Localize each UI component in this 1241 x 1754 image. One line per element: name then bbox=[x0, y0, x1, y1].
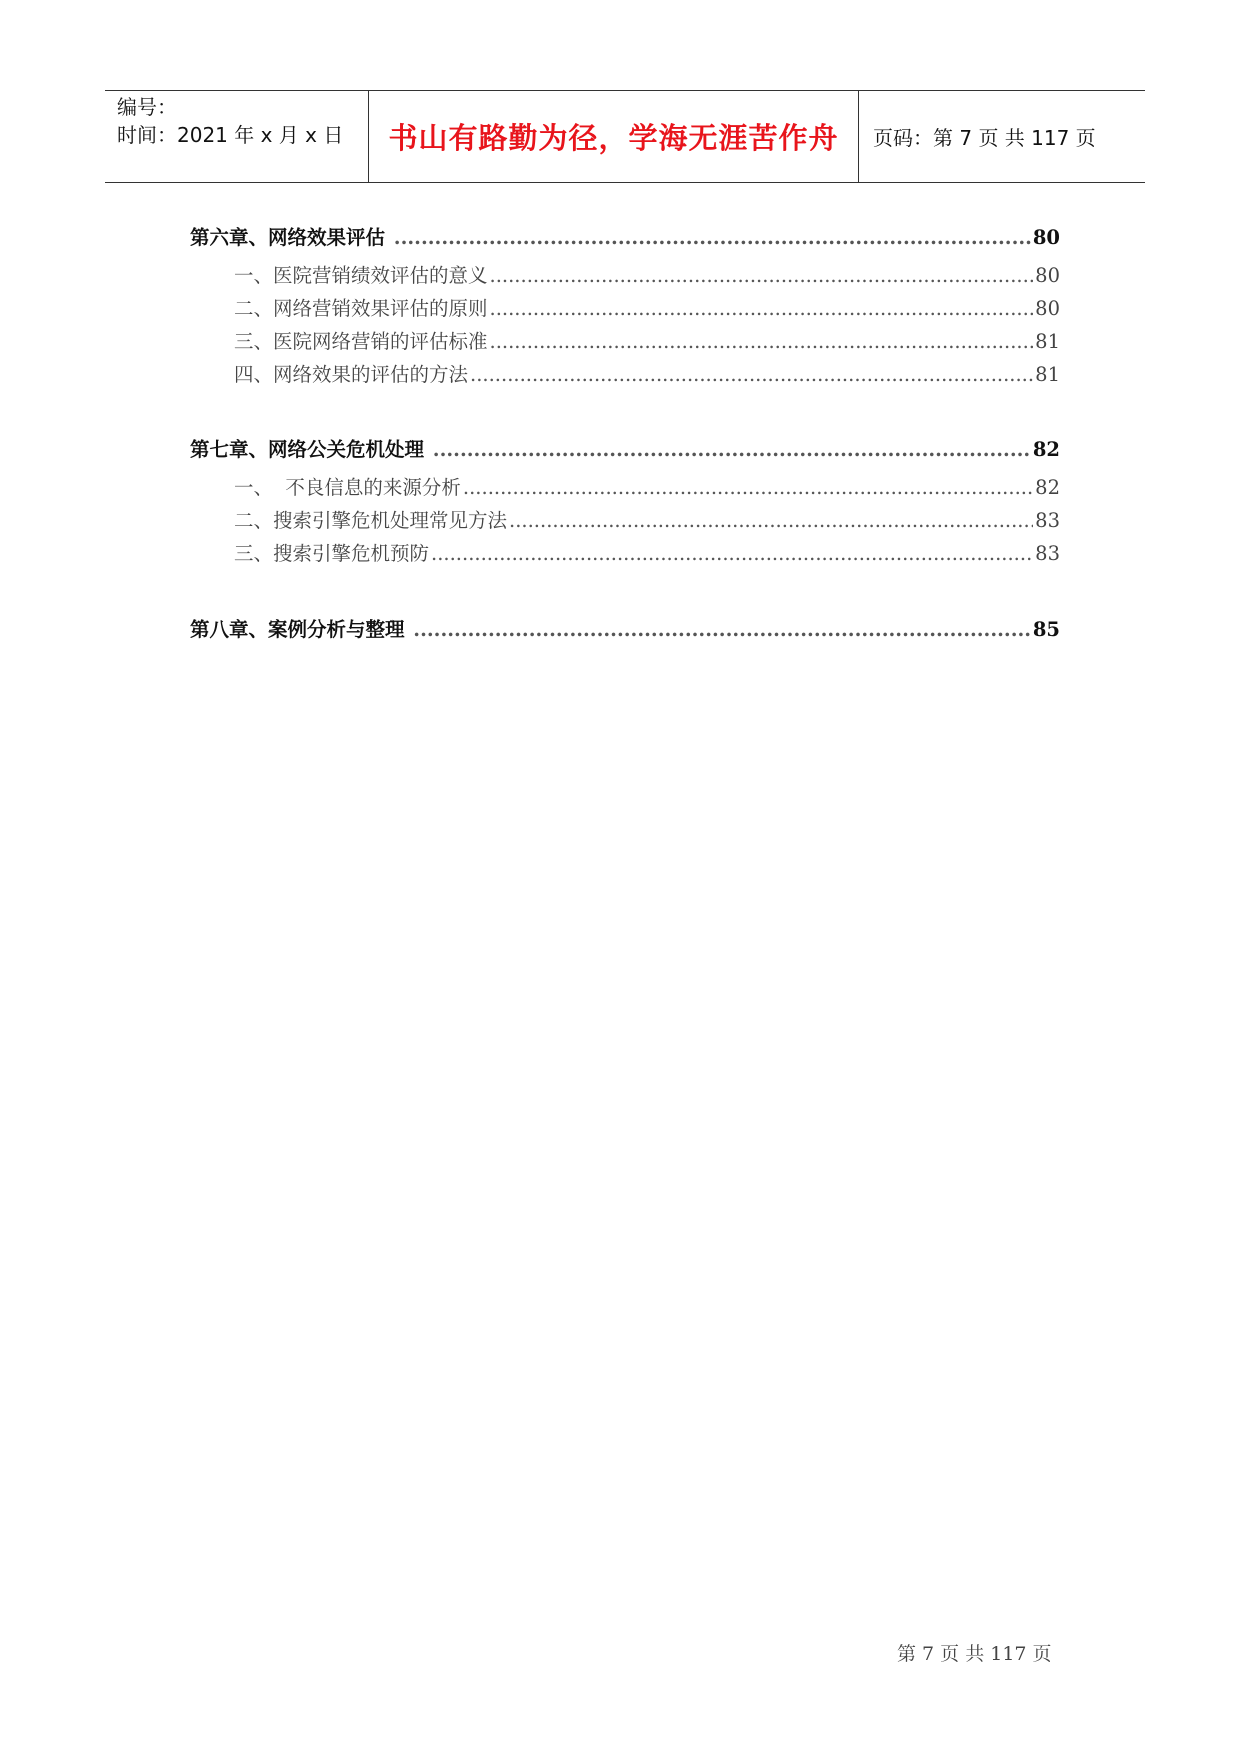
toc-entry-page: 80 bbox=[1032, 226, 1060, 249]
toc-entry-title: 第七章、网络公关危机处理 bbox=[190, 438, 431, 461]
header-meta bbox=[105, 91, 369, 182]
number-label: 编号： bbox=[117, 95, 177, 119]
toc-leader bbox=[490, 330, 1034, 353]
toc-entry-title: 四、网络效果的评估的方法 bbox=[234, 363, 469, 386]
toc-entry-page: 83 bbox=[1035, 542, 1060, 565]
toc-entry[interactable] bbox=[190, 359, 1060, 387]
toc-entry-title: 一、医院营销绩效评估的意义 bbox=[234, 264, 488, 287]
toc-leader bbox=[463, 476, 1033, 499]
toc-entry[interactable] bbox=[190, 326, 1060, 354]
header-motto: 书山有路勤为径，学海无涯苦作舟 bbox=[369, 91, 859, 182]
toc-entry-page: 80 bbox=[1035, 264, 1060, 287]
toc-entry-title: 一、 不良信息的来源分析 bbox=[234, 476, 461, 499]
toc-leader bbox=[490, 297, 1034, 320]
toc-entry[interactable] bbox=[190, 505, 1060, 533]
toc-entry-title: 二、搜索引擎危机处理常见方法 bbox=[234, 509, 508, 532]
toc-entry-page: 81 bbox=[1035, 363, 1060, 386]
toc-entry-page: 82 bbox=[1032, 438, 1060, 461]
toc-leader bbox=[394, 226, 1031, 249]
toc-entry[interactable] bbox=[190, 293, 1060, 321]
toc-entry-title: 第八章、案例分析与整理 bbox=[190, 618, 412, 641]
toc-entry[interactable] bbox=[190, 614, 1060, 642]
toc-entry-page: 85 bbox=[1032, 618, 1060, 641]
toc-entry-title: 二、网络营销效果评估的原则 bbox=[234, 297, 488, 320]
toc-leader bbox=[431, 542, 1033, 565]
toc-entry-page: 82 bbox=[1035, 476, 1060, 499]
toc-entry-title: 三、医院网络营销的评估标准 bbox=[234, 330, 488, 353]
toc-entry-page: 81 bbox=[1035, 330, 1060, 353]
toc-entry-title: 第六章、网络效果评估 bbox=[190, 226, 392, 249]
page-header bbox=[105, 90, 1145, 183]
toc-entry[interactable] bbox=[190, 434, 1060, 462]
toc-entry[interactable] bbox=[190, 222, 1060, 250]
toc-leader bbox=[470, 363, 1033, 386]
toc-entry[interactable] bbox=[190, 472, 1060, 500]
page-footer: 第 7 页 共 117 页 bbox=[897, 1643, 1052, 1665]
header-page-label: 页码：第 7 页 共 117 页 bbox=[873, 126, 1096, 150]
toc-leader bbox=[490, 264, 1034, 287]
toc-leader bbox=[433, 438, 1031, 461]
toc-entry-page: 80 bbox=[1035, 297, 1060, 320]
toc-entry-page: 83 bbox=[1035, 509, 1060, 532]
toc-leader bbox=[413, 618, 1031, 641]
toc-entry[interactable] bbox=[190, 538, 1060, 566]
toc-entry-title: 三、搜索引擎危机预防 bbox=[234, 542, 430, 565]
toc-entry[interactable] bbox=[190, 260, 1060, 288]
toc-leader bbox=[509, 509, 1033, 532]
time-label: 时间：2021 年 x 月 x 日 bbox=[117, 123, 344, 147]
